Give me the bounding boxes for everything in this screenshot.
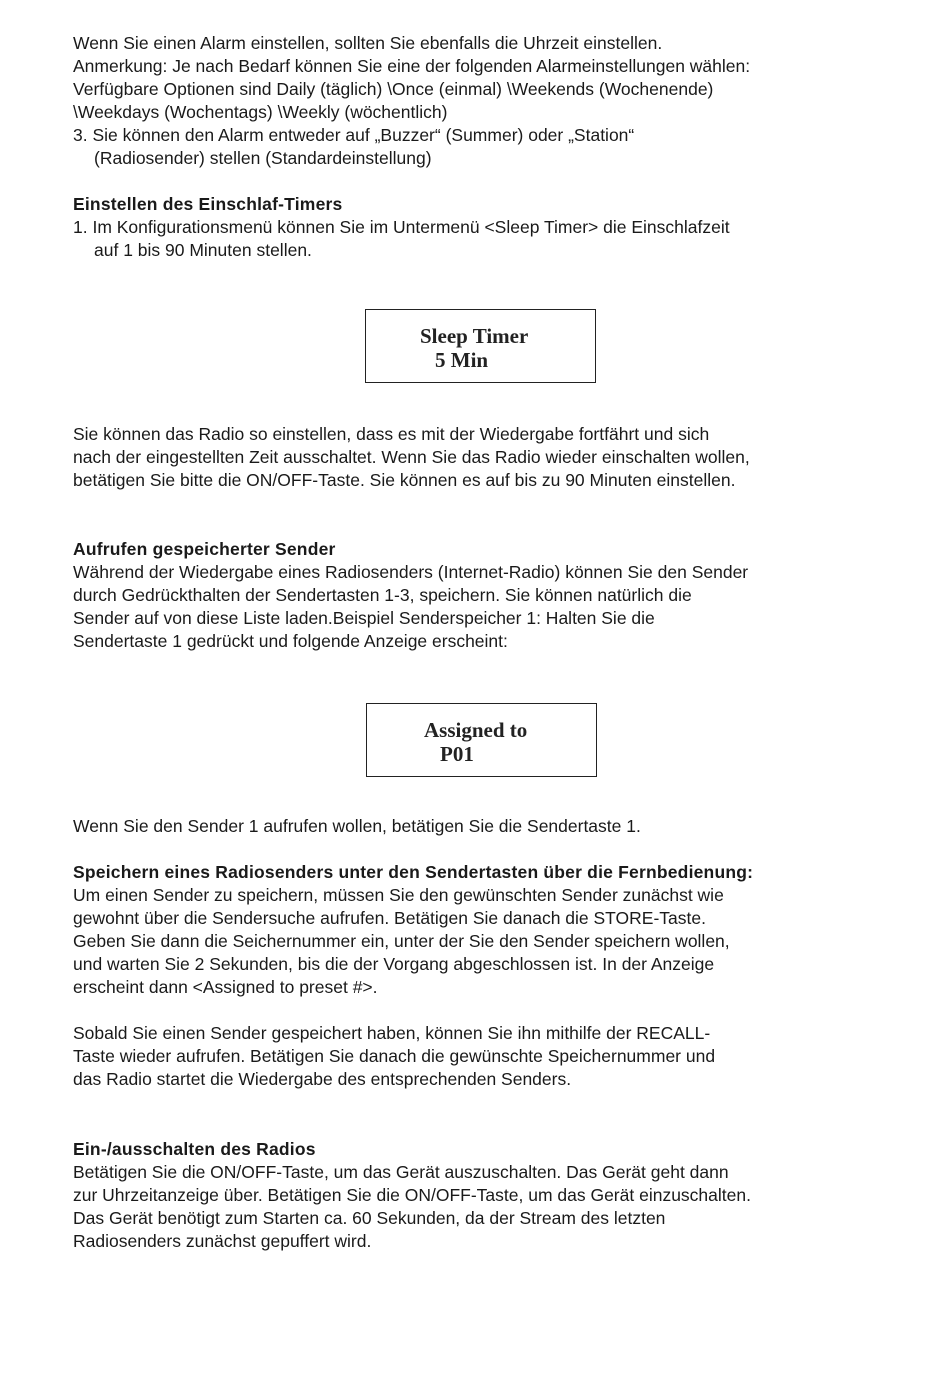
display-line-2: 5 Min (435, 348, 489, 372)
store-line: erscheint dann <Assigned to preset #>. (73, 977, 378, 997)
store-recall-line: das Radio startet die Wiedergabe des entsprechenden Senders. (73, 1069, 572, 1089)
store-recall-line: Sobald Sie einen Sender gespeichert haben, können Sie ihn mithilfe der RECALL- (73, 1023, 711, 1043)
store-line: und warten Sie 2 Sekunden, bis die der Vorgang abgeschlossen ist. In der Anzeige (73, 954, 715, 974)
display-line-1: Assigned to (424, 718, 528, 742)
store-section (73, 861, 903, 999)
recall-heading: Aufrufen gespeicherter Sender (73, 539, 336, 559)
alarm-options-line: \Weekdays (Wochentags) \Weekly (wöchentlich) (73, 102, 448, 122)
power-line: Das Gerät benötigt zum Starten ca. 60 Sekunden, da der Stream des letzten (73, 1208, 666, 1228)
store-line: Geben Sie dann die Seichernummer ein, unter der Sie den Sender speichern wollen, (73, 931, 730, 951)
store-line: gewohnt über die Sendersuche aufrufen. Betätigen Sie danach die STORE-Taste. (73, 908, 706, 928)
store-line: Um einen Sender zu speichern, müssen Sie den gewünschten Sender zunächst wie (73, 885, 724, 905)
sleep-timer-note-line: Sie können das Radio so einstellen, dass es mit der Wiedergabe fortfährt und sich (73, 424, 710, 444)
alarm-step-3-line: (Radiosender) stellen (Standardeinstellung) (94, 148, 432, 168)
alarm-step-3-line: 3. Sie können den Alarm entweder auf „Buzzer“ (Summer) oder „Station“ (73, 125, 635, 145)
recall-line: Während der Wiedergabe eines Radiosenders (Internet-Radio) können Sie den Sender (73, 562, 749, 582)
power-line: zur Uhrzeitanzeige über. Betätigen Sie die ON/OFF-Taste, um das Gerät einzuschalten. (73, 1185, 751, 1205)
alarm-paragraph (73, 32, 903, 170)
alarm-options-line: Verfügbare Optionen sind Daily (täglich) \Once (einmal) \Weekends (Wochenende) (73, 79, 714, 99)
sleep-timer-step-line: 1. Im Konfigurationsmenü können Sie im Untermenü <Sleep Timer> die Einschlafzeit (73, 217, 730, 237)
sleep-timer-heading: Einstellen des Einschlaf-Timers (73, 194, 343, 214)
assigned-display (366, 703, 597, 777)
sleep-timer-note-line: betätigen Sie bitte die ON/OFF-Taste. Sie können es auf bis zu 90 Minuten einstellen. (73, 470, 736, 490)
recall-section (73, 538, 903, 653)
display-line-2: P01 (440, 742, 474, 766)
recall-after-line: Wenn Sie den Sender 1 aufrufen wollen, betätigen Sie die Sendertaste 1. (73, 816, 641, 836)
recall-after (73, 815, 903, 838)
display-line-1: Sleep Timer (420, 324, 529, 348)
recall-line: Sendertaste 1 gedrückt und folgende Anzeige erscheint: (73, 631, 508, 651)
sleep-timer-note (73, 423, 903, 492)
power-line: Radiosenders zunächst gepuffert wird. (73, 1231, 372, 1251)
sleep-timer-display (365, 309, 596, 383)
power-section (73, 1138, 903, 1253)
recall-line: Sender auf von diese Liste laden.Beispiel Senderspeicher 1: Halten Sie die (73, 608, 655, 628)
power-heading: Ein-/ausschalten des Radios (73, 1139, 316, 1159)
power-line: Betätigen Sie die ON/OFF-Taste, um das Gerät auszuschalten. Das Gerät geht dann (73, 1162, 729, 1182)
sleep-timer-step-line: auf 1 bis 90 Minuten stellen. (94, 240, 312, 260)
recall-line: durch Gedrückthalten der Sendertasten 1-3, speichern. Sie können natürlich die (73, 585, 692, 605)
alarm-line: Wenn Sie einen Alarm einstellen, sollten Sie ebenfalls die Uhrzeit einstellen. (73, 33, 663, 53)
alarm-note-line: Anmerkung: Je nach Bedarf können Sie eine der folgenden Alarmeinstellungen wählen: (73, 56, 751, 76)
sleep-timer-section (73, 193, 903, 262)
sleep-timer-note-line: nach der eingestellten Zeit ausschaltet. Wenn Sie das Radio wieder einschalten wollen, (73, 447, 750, 467)
store-recall-line: Taste wieder aufrufen. Betätigen Sie danach die gewünschte Speichernummer und (73, 1046, 716, 1066)
store-heading: Speichern eines Radiosenders unter den Sendertasten über die Fernbedienung: (73, 862, 754, 882)
store-recall-paragraph (73, 1022, 903, 1091)
